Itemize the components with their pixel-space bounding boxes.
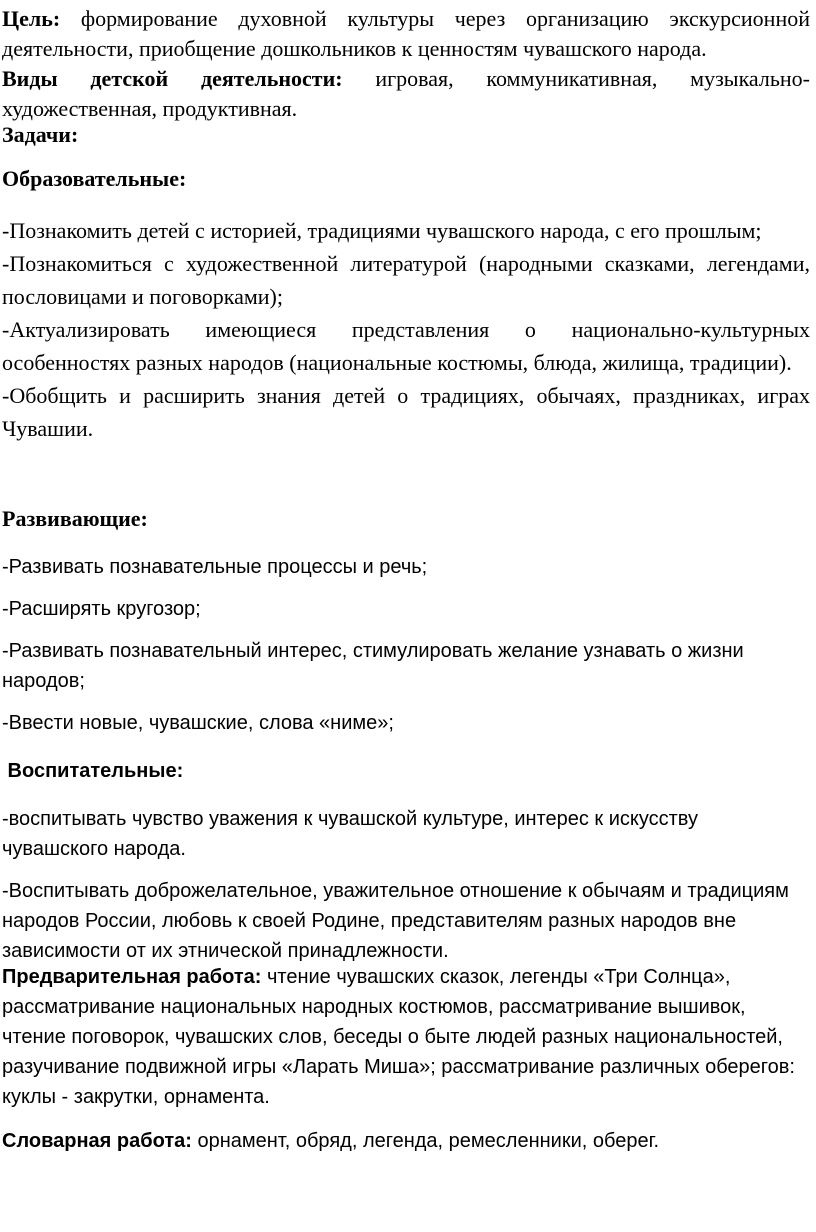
preliminary-label: Предварительная работа: [2, 966, 262, 988]
vocabulary-label: Словарная работа: [2, 1130, 192, 1152]
upbringing-heading [2, 756, 810, 786]
list-item: -Познакомиться с художественной литературой (народными сказками, легендами, пословицами и поговорками); [2, 251, 810, 309]
educational-list [2, 214, 810, 445]
tasks-heading [2, 120, 810, 150]
goal-label: Цель: [2, 6, 61, 31]
preliminary-text: чтение чувашских сказок, легенды «Три Солнца», рассматривание национальных народных костюмов, рассматривание вышивок, чтение поговорок, чувашских слов, беседы о быте людей разных национальностей, разучивание подвижной игры «Ларать Миша»; рассматривание различных оберегов: куклы - закрутки, орнамента. [2, 966, 795, 1108]
developing-heading [2, 504, 810, 534]
educational-heading-text: Образовательные: [2, 166, 187, 191]
vocabulary-paragraph [2, 1126, 810, 1156]
list-item: -Познакомить детей с историей, традициями чувашского народа, с его прошлым; [2, 218, 762, 243]
tasks-heading-text: Задачи: [2, 122, 79, 147]
goal-paragraph [2, 4, 810, 64]
list-item: -Расширять кругозор; [2, 598, 201, 620]
preliminary-paragraph [2, 962, 802, 1112]
vocabulary-text: орнамент, обряд, легенда, ремесленники, оберег. [191, 1130, 660, 1152]
activities-paragraph [2, 64, 810, 124]
list-item: -Воспитывать доброжелательное, уважительное отношение к обычаям и традициям народов России, любовь к своей Родине, представителям разных народов вне зависимости от их этнической принадлежности. [2, 880, 789, 962]
developing-list [2, 552, 762, 738]
developing-heading-text: Развивающие: [2, 506, 148, 531]
upbringing-heading-text: Воспитательные: [2, 760, 184, 782]
list-item: -Развивать познавательный интерес, стимулировать желание узнавать о жизни народов; [2, 640, 744, 692]
activities-text: игровая, коммуникативная, музыкально-художественная, продуктивная. [2, 66, 810, 121]
list-item: -воспитывать чувство уважения к чувашской культуре, интерес к искусству чувашского народа. [2, 808, 698, 860]
educational-heading [2, 164, 810, 194]
list-item: -Актуализировать имеющиеся представления о национально-культурных особенностях разных народов (национальные костюмы, блюда, жилища, традиции). [2, 317, 810, 375]
list-item: -Ввести новые, чувашские, слова «ниме»; [2, 712, 394, 734]
list-item: -Обобщить и расширить знания детей о традициях, обычаях, праздниках, играх Чувашии. [2, 383, 810, 441]
goal-text: формирование духовной культуры через организацию экскурсионной деятельности, приобщение дошкольников к ценностям чувашского народа. [2, 6, 810, 61]
list-item: -Развивать познавательные процессы и речь; [2, 556, 428, 578]
activities-label: Виды детской деятельности: [2, 66, 343, 91]
upbringing-list [2, 804, 802, 966]
